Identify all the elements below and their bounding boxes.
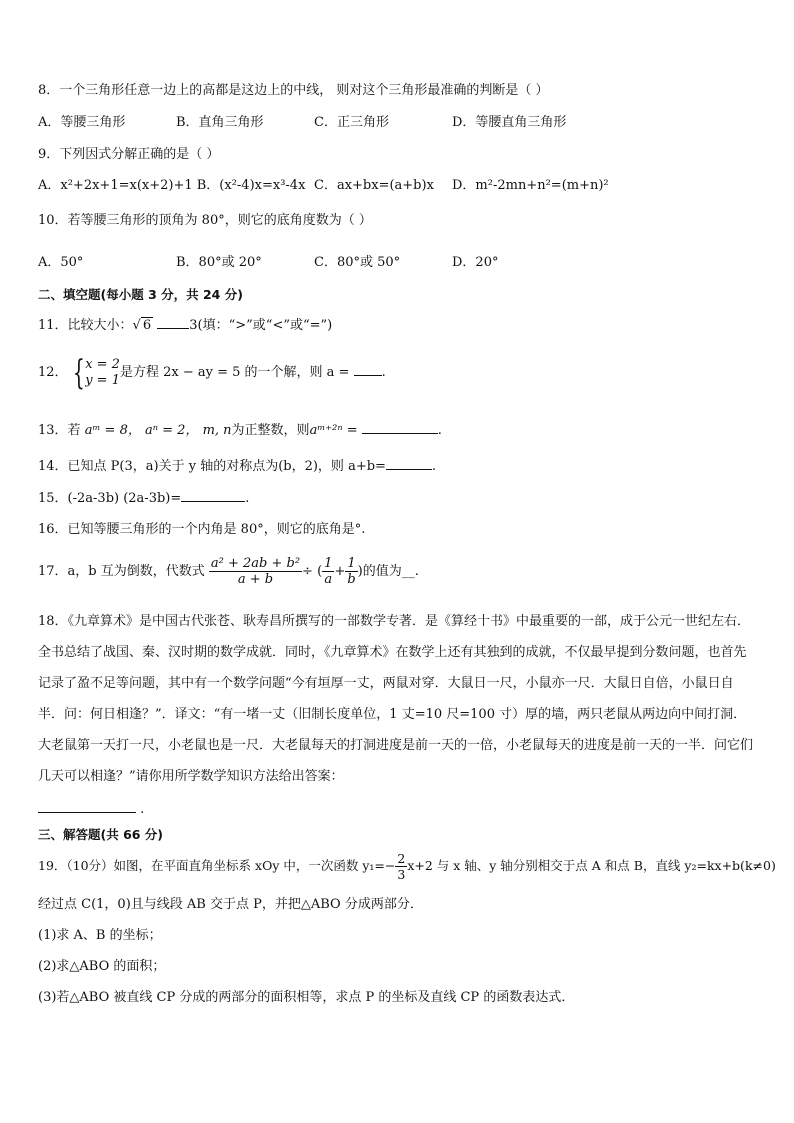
question-19-part-2: (2)求△ABO 的面积； — [38, 959, 166, 974]
q13-expr1: aᵐ = 8， — [84, 423, 141, 438]
section-3-heading: 三、解答题(共 66 分) — [38, 827, 164, 842]
q12-eq2: y = 1 — [85, 372, 120, 388]
q10-option-a: A．50° — [38, 255, 84, 270]
q18-end: . — [140, 802, 145, 817]
q13-blank[interactable] — [362, 421, 438, 434]
q11-prefix: 11．比较大小： — [38, 318, 133, 333]
q17-fraction-1 — [322, 556, 334, 587]
section-2-heading: 二、填空题(每小题 3 分，共 24 分) — [38, 287, 243, 302]
question-17 — [38, 554, 419, 590]
q8-option-d: D．等腰直角三角形 — [452, 115, 567, 130]
q13-vars: m, n — [202, 423, 232, 438]
question-18: 18．《九章算术》是中国古代张苍、耿寿昌所撰写的一部数学专著．是《算经十书》中最重要的一部，成于公元一世纪左右．全书总结了战国、秦、汉时期的数学成就．同时，《九章算术》在数学上还有其独到的成就，不仅最早提到分数问题，也首先记录了盈不足等问题，其中有一个数学问题“今有垣厚一丈，两鼠对穿．大鼠日一尺，小鼠亦一尺．大鼠日自倍，小鼠日自半．问：何日相逢？”．译文：“有一堵一丈（旧制长度单位，1 丈=10 尺=100 寸）厚的墙，两只老鼠从两边向中间打洞．大老鼠第一天打一尺，小老鼠也是一尺．大老鼠每天的打洞进度是前一天的一倍，小老鼠每天的进度是前一天的一半．问它们几天可以相逢？”请你用所学数学知识方法给出答案： — [38, 614, 754, 784]
q17-f1-numerator: 1 — [324, 556, 333, 571]
q19-fraction — [395, 851, 407, 882]
q11-blank[interactable] — [157, 316, 189, 329]
q17-fraction-2 — [345, 556, 357, 587]
q17-prefix: 17．a，b 互为倒数，代数式 — [38, 564, 205, 579]
question-9-stem: 9．下列因式分解正确的是（ ） — [38, 147, 220, 162]
question-19-part-3: (3)若△ABO 被直线 CP 分成的两部分的面积相等，求点 P 的坐标及直线 CP 的函数表达式． — [38, 990, 575, 1005]
q11-radicand: 6 — [142, 318, 152, 333]
q8-option-c: C．正三角形 — [314, 115, 389, 130]
q14-end: . — [431, 459, 437, 474]
q17-f1-denominator: a — [324, 572, 333, 587]
question-18-answer — [38, 800, 144, 819]
q17-numerator: a² + 2ab + b² — [210, 556, 301, 571]
q12-prefix: 12． — [38, 365, 68, 380]
q17-f2-denominator: b — [347, 572, 356, 587]
question-19-part-1: (1)求 A、B 的坐标； — [38, 928, 162, 943]
q17-plus: + — [334, 564, 346, 579]
q14-blank[interactable] — [386, 457, 432, 470]
q13-expr2: aⁿ = 2， — [144, 423, 199, 438]
q17-mid: ÷ ( — [302, 564, 323, 579]
q12-eq1: x = 2 — [85, 356, 120, 372]
q8-option-b: B．直角三角形 — [176, 115, 264, 130]
question-16: 16．已知等腰三角形的一个内角是 80°，则它的底角是°. — [38, 522, 366, 537]
question-15 — [38, 489, 249, 508]
q8-option-a: A．等腰三角形 — [38, 115, 126, 130]
q12-end: . — [381, 365, 386, 380]
question-11 — [38, 316, 332, 335]
q13-expr3: aᵐ⁺²ⁿ = — [309, 423, 358, 438]
q17-denominator: a + b — [237, 572, 274, 587]
q15-text: 15．(-2a-3b) (2a-3b)= — [38, 491, 182, 506]
question-19-line-2: 经过点 C(1，0)且与线段 AB 交于点 P，并把△ABO 分成两部分． — [38, 897, 423, 912]
q17-f2-numerator: 1 — [345, 556, 357, 572]
q10-option-b: B．80°或 20° — [176, 255, 262, 270]
question-10-stem: 10．若等腰三角形的顶角为 80°，则它的底角度数为（ ） — [38, 213, 372, 228]
q12-system — [85, 357, 120, 389]
q15-end: . — [245, 491, 250, 506]
question-14 — [38, 457, 436, 476]
q17-suffix: )的值为__. — [357, 564, 419, 579]
q19-line1b: x+2 与 x 轴、y 轴分别相交于点 A 和点 B，直线 y₂=kx+b(k≠0) — [407, 858, 776, 873]
question-19-line-1 — [38, 846, 776, 886]
q9-option-d: D．m²-2mn+n²=(m+n)² — [452, 178, 609, 193]
brace-symbol: { — [72, 352, 85, 393]
question-12 — [38, 352, 386, 393]
q10-option-c: C．80°或 50° — [314, 255, 401, 270]
question-13 — [38, 421, 442, 440]
sqrt-symbol: √ 6 — [132, 318, 152, 333]
q9-option-ab: A．x²+2x+1=x(x+2)+1 B．(x²-4)x=x³-4x — [38, 178, 306, 193]
q18-blank[interactable] — [38, 800, 136, 813]
q15-blank[interactable] — [181, 489, 245, 502]
q10-option-d: D．20° — [452, 255, 499, 270]
q11-suffix: 3(填：“>”或“<”或“=”) — [189, 318, 333, 333]
q13-end: . — [437, 423, 442, 438]
q13-mid: 为正整数，则 — [231, 423, 310, 438]
q12-mid: 是方程 2x − ay = 5 的一个解，则 a = — [119, 365, 350, 380]
question-8-stem: 8．一个三角形任意一边上的高都是这边上的中线， 则对这个三角形最准确的判断是（ ） — [38, 83, 549, 98]
q19-fraction-denominator: 3 — [397, 867, 406, 882]
q9-option-c: C．ax+bx=(a+b)x — [314, 178, 434, 193]
q14-text: 14．已知点 P(3，a)关于 y 轴的对称点为(b，2)，则 a+b= — [38, 459, 386, 474]
q13-prefix: 13．若 — [38, 423, 81, 438]
q12-blank[interactable] — [354, 363, 382, 376]
q17-main-fraction — [209, 556, 302, 587]
q19-fraction-numerator: 2 — [397, 851, 406, 866]
q19-line1a: 19．（10分）如图，在平面直角坐标系 xOy 中，一次函数 y₁=− — [38, 858, 396, 873]
